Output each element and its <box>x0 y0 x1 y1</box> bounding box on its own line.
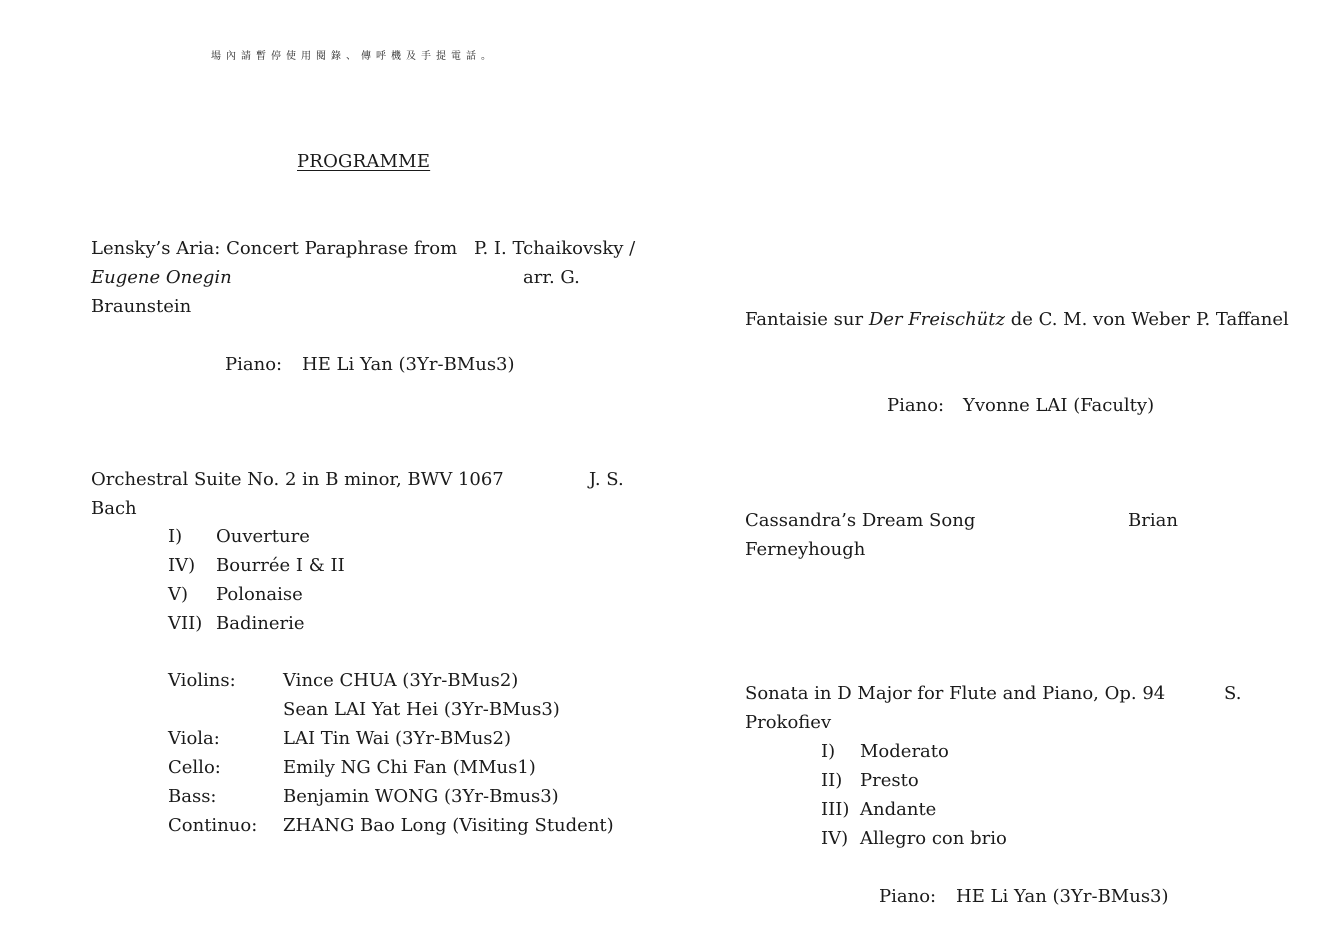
movement-number: IV) <box>168 555 196 576</box>
performer-name: Vince CHUA (3Yr-BMus2) <box>283 670 519 691</box>
piece-title-suffix: de C. M. von Weber <box>1004 309 1190 330</box>
movement-number: II) <box>821 770 843 791</box>
performer-row <box>168 695 614 724</box>
movement-number: IV) <box>821 828 849 849</box>
performer-row <box>168 782 614 811</box>
movement-name: Allegro con brio <box>860 828 1007 849</box>
piece-composer: P. Taffanel <box>1196 309 1289 330</box>
movement-name: Moderato <box>860 741 949 762</box>
movement-name: Polonaise <box>216 584 303 605</box>
performer-name: HE Li Yan (3Yr-BMus3) <box>302 354 515 375</box>
performer-name: ZHANG Bao Long (Visiting Student) <box>283 815 614 836</box>
movement-list <box>821 737 1007 853</box>
piece-title: Lensky’s Aria: Concert Paraphrase from <box>91 238 458 259</box>
movement-name: Andante <box>860 799 937 820</box>
performer-name: Sean LAI Yat Hei (3Yr-BMus3) <box>283 699 560 720</box>
movement-number: I) <box>168 526 183 547</box>
piece-title <box>745 305 1190 334</box>
performer-list <box>168 666 614 840</box>
movement-item <box>168 522 345 551</box>
movement-list <box>168 522 345 638</box>
performer-role: Bass: <box>168 786 217 807</box>
performer-role: Violins: <box>168 670 236 691</box>
piece-composer: S. <box>1224 683 1242 704</box>
movement-name: Presto <box>860 770 919 791</box>
movement-item <box>168 551 345 580</box>
movement-item <box>168 609 345 638</box>
performer-name: HE Li Yan (3Yr-BMus3) <box>956 886 1169 907</box>
performer-role: Continuo: <box>168 815 258 836</box>
performer-role: Viola: <box>168 728 220 749</box>
movement-item <box>821 737 1007 766</box>
performer-name: Emily NG Chi Fan (MMus1) <box>283 757 536 778</box>
performer-name: Benjamin WONG (3Yr-Bmus3) <box>283 786 559 807</box>
performer-role: Piano: <box>887 395 945 416</box>
movement-name: Ouverture <box>216 526 310 547</box>
piece-composer-surname: Bach <box>91 498 137 519</box>
piece-composer-surname: Prokofiev <box>745 712 832 733</box>
movement-item <box>168 580 345 609</box>
movement-item <box>821 795 1007 824</box>
page-title: PROGRAMME <box>297 151 431 172</box>
piece-title: Orchestral Suite No. 2 in B minor, BWV 1067 <box>91 469 504 490</box>
movement-number: III) <box>821 799 850 820</box>
performer-row <box>168 811 614 840</box>
performer-row <box>168 724 614 753</box>
piece-composer: P. I. Tchaikovsky / <box>474 238 636 259</box>
piece-arranger: arr. G. <box>523 267 580 288</box>
performer-role: Cello: <box>168 757 221 778</box>
piece-composer: Brian <box>1128 510 1178 531</box>
piece-title-prefix: Fantaisie sur <box>745 309 869 330</box>
performer-role: Piano: <box>879 886 937 907</box>
piece-title: Sonata in D Major for Flute and Piano, Op. 94 <box>745 683 1166 704</box>
movement-number: VII) <box>168 613 203 634</box>
piece-composer-surname: Ferneyhough <box>745 539 866 560</box>
performer-name: LAI Tin Wai (3Yr-BMus2) <box>283 728 512 749</box>
movement-item <box>821 766 1007 795</box>
movement-name: Bourrée I & II <box>216 555 345 576</box>
piece-title-italic: Der Freischütz <box>868 309 1005 330</box>
performer-row <box>168 753 614 782</box>
notice-text: 場內請暫停使用閱錄、傳呼機及手提電話。 <box>211 51 496 62</box>
performer-name: Yvonne LAI (Faculty) <box>963 395 1155 416</box>
piece-title: Cassandra’s Dream Song <box>745 510 976 531</box>
performer-role: Piano: <box>225 354 283 375</box>
movement-name: Badinerie <box>216 613 305 634</box>
movement-number: I) <box>821 741 836 762</box>
movement-number: V) <box>168 584 189 605</box>
piece-arranger-surname: Braunstein <box>91 296 192 317</box>
piece-title-italic: Eugene Onegin <box>91 267 232 288</box>
performer-row <box>168 666 614 695</box>
piece-composer: J. S. <box>589 469 624 490</box>
movement-item <box>821 824 1007 853</box>
